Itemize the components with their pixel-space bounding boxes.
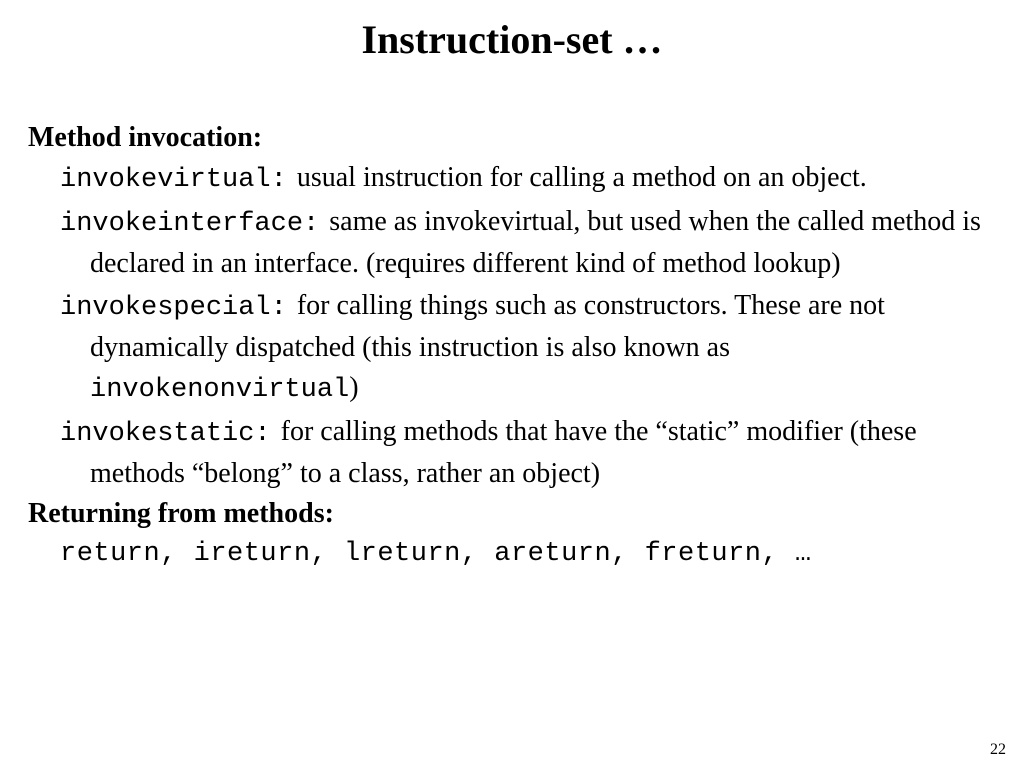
- invokestatic-item: [28, 412, 988, 494]
- invokeinterface-description: same as invokevirtual, but used when the called method is declared in an interface. (requires different kind of method lookup): [90, 206, 981, 279]
- invokevirtual-description: usual instruction for calling a method on an object.: [296, 162, 867, 193]
- page-number: 22: [990, 741, 1006, 758]
- invokespecial-description: for calling things such as constructors. These are not dynamically dispatched (this instruction is also known as: [90, 290, 885, 363]
- invokenonvirtual-code: invokenonvirtual: [90, 375, 350, 405]
- method-invocation-heading: Method invocation:: [28, 122, 263, 153]
- invokespecial-description-end: ): [349, 372, 359, 403]
- slide-content: [28, 118, 988, 574]
- invokestatic-code: invokestatic:: [60, 419, 271, 449]
- invokespecial-item: [28, 286, 988, 410]
- invokespecial-code: invokespecial:: [60, 293, 287, 323]
- invokevirtual-code: invokevirtual:: [60, 165, 287, 195]
- slide-title: Instruction-set …: [361, 17, 663, 62]
- invokeinterface-item: [28, 202, 988, 284]
- invokestatic-description: for calling methods that have the “static” modifier (these methods “belong” to a class, rather an object): [90, 416, 917, 489]
- invokeinterface-code: invokeinterface:: [60, 209, 320, 239]
- return-instructions-code: return, ireturn, lreturn, areturn, freturn, …: [60, 539, 812, 569]
- returning-heading: Returning from methods:: [28, 498, 334, 529]
- invokevirtual-item: [28, 158, 988, 200]
